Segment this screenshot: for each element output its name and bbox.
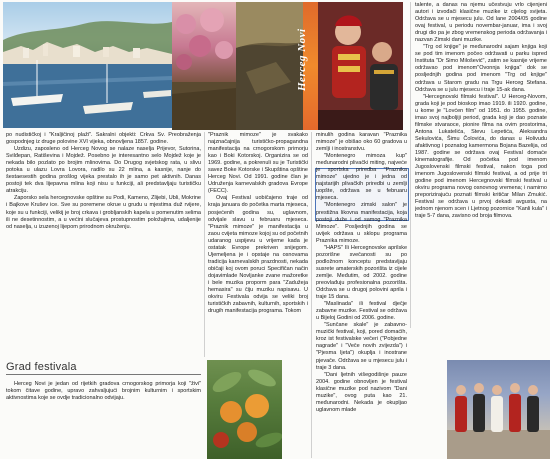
flowers-illustration [172,2,236,130]
section-title: Grad festivala [6,361,77,373]
costume-illustration [318,2,403,130]
section-divider [6,374,201,375]
harbor-photo [3,2,172,128]
paragraph: "Trg od knjige" je međunarodni sajam knjiga koji se pod tim imenom počeo održavati u parku ispred Instituta "Dr Simo Milošević", zatim se kasnije vrijeme održavao pod imenom"Ovonnja knjiga" dok se posljednjih godina pod imenom "Trg od knjige" održava u Starom gradu na Trgu Herceg Stefana. Održava se u julu mjesecu i traje 15-ak dana. [415,44,547,93]
column-divider [204,132,205,357]
paragraph: "Montenegro zimski salon" je prestižna likovna manifestacija, koja postoji duže i od samog "Praznika Mimoze". Posljednjih godina se uvijek održava u sklopu programa Praznika mimoze. [316,202,407,244]
paragraph: talente, a danas na njemu učestvuju vrlo cijenjeni autori i izvođači klasične muzike iz cijelog svijeta. Održava se u mjesecu julu. Od lane 2004/05 godine ovaj festival, u periodu novembar-januar, ima i svoj drugi dio pa je zbog vremenskog perioda održavanja i nazvan Zimski dani muzike. [415,2,547,44]
paragraph: po nudističkoj i "Kraljičinoj plaži". Sakralni objekti: Crkva Sv. Preobraženja gospodnjeg iz druge polovine XVI vijeka, obnovljena 1857. godine. [6,132,201,146]
rock-photo [236,2,303,130]
paragraph: "HAPS" Ili Hercegnovske aprilske pozorišne svečanosti su po podložnom konceptu predstavljaju susrete amaterskih pozorišta iz cijele zemlje. Međutim, od 2002. godine preovlađuju profesionalna pozorišta. Održava se u drugoj polovini aprila i traje 15 dana. [316,244,407,301]
paragraph: Ovaj Festival uobičajeno traje od kraja januara do početka marta mjeseca, posjećenih godina su, uglavnom, odvijale slavu u februaru mjeseca. "Praznik mimoze" je manifestacija u zaou cvijeta mimoze kojoj su od početnih udaranog uspijevu u vrijeme kada je ostatak Evrope prekriven snijegom. Ujemeljena je i opstaje na osnovama tradicija karnevalskih prazdnosti, nekada običaji koj ovom poruci Specifičan način dojavimlade Novljanke zvane mažoretke i bele muzika proporm para "Zadužeja hemasira" su čiju muziku napisavu. U okviru Festivala odvija se veliki broj turističkih zabavnih, kulturnih, sportskih i drugih manifestacija programa. Tokom [208,195,308,315]
column-1-bottom [6,381,201,457]
paragraph: "Dani ljetnih višegodišnje pauze 2004. godine obnovljen je festival klasične muzike pod nazivom "Dani muzike", ovog puta kao 21. međunarodni. Nekada je okupljao uglavnom mlade [316,371,407,413]
rock-illustration [236,2,303,130]
paragraph: Zaporsko sela hercegnovske opštine su Podi, Kameno, Zlijebi, Ubli, Mokrine i Bajkove Krušev ice. Sve su poremene okrue u grudu u mjestima duž rvijere, koje su u funkciji, velikij je broj crkava i grobljanskih kapela u pomenutim selima ili ne desetinnostim, a u većini slučajeva prostupnostim položajima, udaljenije od naselja, u izuzenoj lijepom prirodnom okruženju. [6,195,201,230]
column-1-top [6,132,201,357]
column-divider [311,132,312,458]
vertical-magazine-title: Herceg Novi [296,28,308,92]
flowers-photo [172,2,236,130]
dancers-photo [447,360,550,459]
paragraph: "Hercegnovski filmski festival". U Herceg-Novom, grada koji je pod bioskop imao 1919. ili 1920. godine, u kome je "Lovćen film" od 1951. do 1955. godine, imao svoj najboljiji period, grada koji je dao poznate filmske stvaraoce, pionire filma na ovim prostorima, Antona Lukatelića, Stevu Lepetića, Aleksandra Sekulovića, Šimu Čolovića, do danas u Holivudu afaktivnog i poznatog kamermona Bojana Bazelija, od 1987. godine se održava ovaj Festival domaće kinematografije. Od početka pod imenom Jugoslovenski filmski festival, nakon toga pod imenom Jugoslovenski filmski festival, a od prije tri godine pod imenom Hercegnovski filmski festival u okviru programa novog osnovnog vremena; i namirno preporizirajuću poznati filmski kritičar Milan Zmukić. Festival se održava u prvoj dekadi avgusta, na jednom njenom scen i Ljetnog pozornice "Kanli kula" i traje 5-7 dana, zavisno od broja filmova. [415,93,547,220]
fruit-illustration [207,360,282,459]
paragraph: minulih godina karavan "Praznika mimoze" je obišao oko 60 gradova u zemlji i inostranstvu. [316,132,407,153]
column-4 [415,2,547,357]
fruit-photo [207,360,282,459]
paragraph: Herceg Novi je jedan od rijetkih gradova crnogorskog primorja koji "živi" tokom čitave godine, upravo zahvaljujući brojnim kulturnim i sportskim aktivnostima koje se ovdje tradicionalno odvijaju. [6,381,201,402]
paragraph: "Montenegro mimoza kup" međunarodni plivački miting, najveće je sportska priredba "Praznika mimoze" ujedno je i jedna od najstarijih plivačkih priredbi u zemlji uopšte, održava se u februaru mjeseca. [316,153,407,202]
paragraph: "Maslinada" ili festival dječje zabavne muzike. Festival se održava u Bijeloj Godini od 2006. godine. [316,301,407,322]
folk-costume-photo [318,2,403,130]
column-2 [208,132,308,358]
column-divider [410,2,411,328]
column-3 [316,132,407,457]
paragraph: "Praznik mimoze" je svakako najznačajnija turističko-propagandna manifestacija na crnogorskom primorju kao i Boki Kotorskoj. Organizira se od 1969. godine, a pokrenuli su je Turistički savez Boke Kotorske i Skupština opštine Herceg Novi. Od 1991. godine član je Udruženja karnevalskih gradova Evrope (FECC). [208,132,308,195]
paragraph: Uzdizu, zaposleno od Herceg Novog se nalaze naselja Prijevor, Sutorina, Svilđepan, Ratiševina i Mojdež. Posebno je interesantno selo Mojdež koje je nekada bilo pozlato po brojim mlinovima. Do Drugog svjetskog rata, u slivu potoka u ulazu Lovra Lovora, radilo su 22 mlina, a kasnije, nanje do šestaesestih godina prošlog vijeka prestalo ih je samo pet aktivnih. Danas postoji tek dva lijepavna mlina koji nisu u funkciji, ali predstavljaju turističku atrakciju. [6,146,201,195]
paragraph: "Sunčane skale" je zabavno-muzički festival, koji, pored domaćih, kroz ist festivalske večeri ("Pobjedne nagrade" i "Veče novih zvijezda") i "Pjesma ljeta") okuplja i inostrane pjevače. Održava se u mjesecu julu i traje 3 dana. [316,322,407,371]
dancers-illustration [447,360,550,459]
harbor-illustration [3,2,172,128]
